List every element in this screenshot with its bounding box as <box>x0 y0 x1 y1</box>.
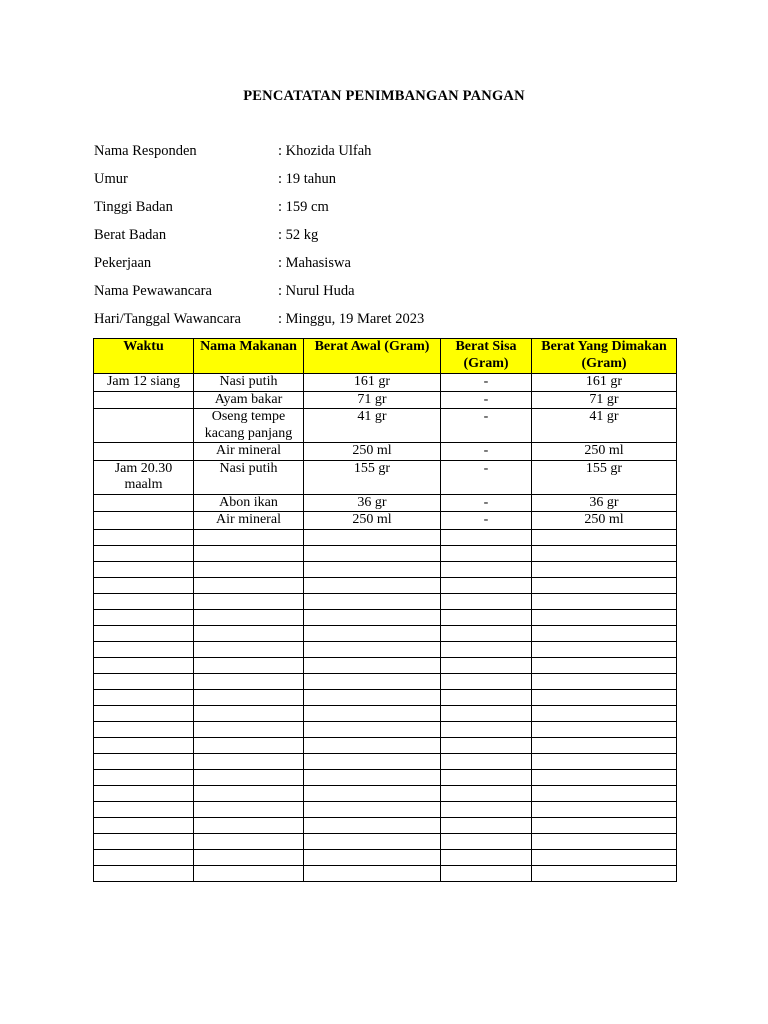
cell-eaten-weight: 250 ml <box>532 512 677 530</box>
cell-food-name <box>194 753 304 769</box>
cell-food-name <box>194 641 304 657</box>
info-value: : 159 cm <box>278 199 329 215</box>
cell-food-name <box>194 833 304 849</box>
cell-initial-weight <box>304 801 441 817</box>
table-row <box>94 374 677 392</box>
cell-initial-weight <box>304 865 441 881</box>
cell-leftover-weight: - <box>441 443 532 461</box>
cell-food-name: Oseng tempe kacang panjang <box>194 409 304 443</box>
cell-leftover-weight <box>441 865 532 881</box>
cell-leftover-weight <box>441 577 532 593</box>
table-row <box>94 705 677 721</box>
cell-initial-weight: 161 gr <box>304 374 441 392</box>
cell-leftover-weight <box>441 833 532 849</box>
cell-food-name <box>194 545 304 561</box>
table-row <box>94 409 677 443</box>
table-row <box>94 721 677 737</box>
cell-initial-weight <box>304 833 441 849</box>
cell-eaten-weight: 161 gr <box>532 374 677 392</box>
cell-time <box>94 561 194 577</box>
info-label: Umur <box>94 171 128 187</box>
cell-time <box>94 849 194 865</box>
cell-initial-weight <box>304 705 441 721</box>
cell-time <box>94 409 194 443</box>
cell-time <box>94 785 194 801</box>
cell-food-name <box>194 689 304 705</box>
cell-leftover-weight <box>441 785 532 801</box>
cell-eaten-weight <box>532 721 677 737</box>
cell-leftover-weight <box>441 737 532 753</box>
cell-time <box>94 391 194 409</box>
cell-eaten-weight <box>532 593 677 609</box>
table-row <box>94 689 677 705</box>
document-title: PENCATATAN PENIMBANGAN PANGAN <box>243 88 525 104</box>
cell-time <box>94 443 194 461</box>
cell-eaten-weight <box>532 609 677 625</box>
cell-initial-weight <box>304 673 441 689</box>
cell-food-name <box>194 657 304 673</box>
cell-food-name <box>194 801 304 817</box>
cell-leftover-weight: - <box>441 391 532 409</box>
cell-initial-weight: 250 ml <box>304 443 441 461</box>
table-row <box>94 753 677 769</box>
table-row <box>94 817 677 833</box>
table-row <box>94 785 677 801</box>
cell-initial-weight <box>304 689 441 705</box>
cell-leftover-weight: - <box>441 460 532 494</box>
cell-leftover-weight <box>441 769 532 785</box>
cell-time <box>94 641 194 657</box>
cell-eaten-weight <box>532 769 677 785</box>
info-row-age <box>94 171 424 199</box>
table-row <box>94 801 677 817</box>
info-label: Berat Badan <box>94 227 167 243</box>
cell-food-name <box>194 721 304 737</box>
info-row-interviewer <box>94 283 424 311</box>
cell-initial-weight <box>304 609 441 625</box>
cell-leftover-weight <box>441 673 532 689</box>
respondent-info <box>94 143 424 339</box>
cell-initial-weight <box>304 785 441 801</box>
cell-time <box>94 737 194 753</box>
table-row <box>94 577 677 593</box>
cell-time <box>94 512 194 530</box>
cell-time <box>94 529 194 545</box>
cell-eaten-weight: 41 gr <box>532 409 677 443</box>
cell-food-name <box>194 737 304 753</box>
cell-initial-weight <box>304 753 441 769</box>
cell-eaten-weight <box>532 577 677 593</box>
cell-eaten-weight <box>532 705 677 721</box>
table-row <box>94 494 677 512</box>
info-row-occupation <box>94 255 424 283</box>
cell-time <box>94 833 194 849</box>
cell-eaten-weight <box>532 673 677 689</box>
cell-food-name <box>194 705 304 721</box>
table-row <box>94 443 677 461</box>
cell-eaten-weight <box>532 817 677 833</box>
info-row-date <box>94 311 424 339</box>
table-header-row <box>94 339 677 374</box>
info-row-name <box>94 143 424 171</box>
table-row <box>94 833 677 849</box>
cell-food-name <box>194 529 304 545</box>
cell-time <box>94 769 194 785</box>
cell-time <box>94 494 194 512</box>
cell-initial-weight <box>304 625 441 641</box>
cell-food-name <box>194 769 304 785</box>
table-row <box>94 641 677 657</box>
cell-leftover-weight: - <box>441 494 532 512</box>
cell-eaten-weight <box>532 849 677 865</box>
cell-leftover-weight <box>441 609 532 625</box>
info-label: Nama Responden <box>94 143 197 159</box>
cell-initial-weight <box>304 721 441 737</box>
info-label: Nama Pewawancara <box>94 283 212 299</box>
cell-time <box>94 753 194 769</box>
cell-eaten-weight <box>532 833 677 849</box>
cell-time <box>94 721 194 737</box>
info-label: Hari/Tanggal Wawancara <box>94 311 241 327</box>
cell-initial-weight <box>304 593 441 609</box>
column-header-food-name: Nama Makanan <box>194 339 304 374</box>
info-value: : 52 kg <box>278 227 319 243</box>
cell-eaten-weight <box>532 561 677 577</box>
cell-eaten-weight <box>532 689 677 705</box>
cell-eaten-weight <box>532 529 677 545</box>
cell-food-name: Air mineral <box>194 443 304 461</box>
cell-time: Jam 12 siang <box>94 374 194 392</box>
column-header-leftover-weight: Berat Sisa (Gram) <box>441 339 532 374</box>
cell-food-name <box>194 865 304 881</box>
table-row <box>94 561 677 577</box>
food-weighing-table <box>93 338 677 882</box>
cell-time <box>94 593 194 609</box>
cell-food-name <box>194 561 304 577</box>
cell-food-name <box>194 817 304 833</box>
info-value: : Minggu, 19 Maret 2023 <box>278 311 425 327</box>
cell-initial-weight <box>304 657 441 673</box>
cell-initial-weight <box>304 545 441 561</box>
cell-time <box>94 609 194 625</box>
cell-leftover-weight <box>441 561 532 577</box>
cell-leftover-weight <box>441 625 532 641</box>
cell-eaten-weight: 71 gr <box>532 391 677 409</box>
cell-initial-weight: 41 gr <box>304 409 441 443</box>
cell-food-name <box>194 625 304 641</box>
cell-time <box>94 689 194 705</box>
cell-leftover-weight <box>441 801 532 817</box>
cell-time <box>94 673 194 689</box>
cell-time <box>94 577 194 593</box>
cell-leftover-weight <box>441 705 532 721</box>
cell-leftover-weight <box>441 545 532 561</box>
cell-time: Jam 20.30 maalm <box>94 460 194 494</box>
cell-eaten-weight <box>532 801 677 817</box>
cell-food-name: Nasi putih <box>194 460 304 494</box>
cell-time <box>94 657 194 673</box>
cell-leftover-weight <box>441 721 532 737</box>
cell-initial-weight: 36 gr <box>304 494 441 512</box>
cell-leftover-weight <box>441 641 532 657</box>
cell-eaten-weight <box>532 737 677 753</box>
table-row <box>94 625 677 641</box>
cell-eaten-weight <box>532 545 677 561</box>
cell-food-name <box>194 673 304 689</box>
info-value: : Khozida Ulfah <box>278 143 372 159</box>
cell-food-name: Ayam bakar <box>194 391 304 409</box>
cell-eaten-weight <box>532 625 677 641</box>
cell-food-name <box>194 593 304 609</box>
info-row-height <box>94 199 424 227</box>
table-row <box>94 865 677 881</box>
cell-time <box>94 817 194 833</box>
cell-eaten-weight: 155 gr <box>532 460 677 494</box>
cell-food-name: Air mineral <box>194 512 304 530</box>
cell-initial-weight <box>304 577 441 593</box>
cell-leftover-weight <box>441 817 532 833</box>
cell-leftover-weight <box>441 657 532 673</box>
cell-leftover-weight: - <box>441 512 532 530</box>
table-row <box>94 593 677 609</box>
column-header-time: Waktu <box>94 339 194 374</box>
table-row <box>94 609 677 625</box>
cell-time <box>94 705 194 721</box>
table-row <box>94 849 677 865</box>
cell-eaten-weight: 36 gr <box>532 494 677 512</box>
table-row <box>94 391 677 409</box>
table-row <box>94 545 677 561</box>
cell-initial-weight <box>304 769 441 785</box>
cell-leftover-weight <box>441 593 532 609</box>
cell-initial-weight <box>304 529 441 545</box>
info-value: : Nurul Huda <box>278 283 355 299</box>
cell-food-name <box>194 785 304 801</box>
cell-food-name <box>194 849 304 865</box>
table-body <box>94 374 677 882</box>
cell-initial-weight <box>304 817 441 833</box>
cell-leftover-weight <box>441 689 532 705</box>
info-label: Tinggi Badan <box>94 199 173 215</box>
cell-eaten-weight <box>532 657 677 673</box>
cell-time <box>94 801 194 817</box>
info-value: : 19 tahun <box>278 171 336 187</box>
table-row <box>94 657 677 673</box>
cell-eaten-weight <box>532 785 677 801</box>
cell-leftover-weight <box>441 753 532 769</box>
cell-eaten-weight: 250 ml <box>532 443 677 461</box>
table-row <box>94 529 677 545</box>
info-row-weight <box>94 227 424 255</box>
cell-initial-weight: 250 ml <box>304 512 441 530</box>
cell-leftover-weight: - <box>441 409 532 443</box>
cell-initial-weight <box>304 737 441 753</box>
cell-initial-weight: 155 gr <box>304 460 441 494</box>
cell-food-name: Abon ikan <box>194 494 304 512</box>
cell-initial-weight <box>304 561 441 577</box>
table-row <box>94 737 677 753</box>
cell-food-name <box>194 577 304 593</box>
info-value: : Mahasiswa <box>278 255 351 271</box>
cell-initial-weight: 71 gr <box>304 391 441 409</box>
cell-eaten-weight <box>532 641 677 657</box>
cell-leftover-weight <box>441 849 532 865</box>
cell-time <box>94 625 194 641</box>
cell-initial-weight <box>304 849 441 865</box>
cell-eaten-weight <box>532 753 677 769</box>
cell-eaten-weight <box>532 865 677 881</box>
cell-leftover-weight: - <box>441 374 532 392</box>
cell-leftover-weight <box>441 529 532 545</box>
cell-time <box>94 545 194 561</box>
cell-initial-weight <box>304 641 441 657</box>
column-header-initial-weight: Berat Awal (Gram) <box>304 339 441 374</box>
table-row <box>94 673 677 689</box>
cell-food-name <box>194 609 304 625</box>
table-row <box>94 512 677 530</box>
table-row <box>94 769 677 785</box>
column-header-eaten-weight: Berat Yang Dimakan (Gram) <box>532 339 677 374</box>
table-row <box>94 460 677 494</box>
info-label: Pekerjaan <box>94 255 152 271</box>
cell-food-name: Nasi putih <box>194 374 304 392</box>
cell-time <box>94 865 194 881</box>
